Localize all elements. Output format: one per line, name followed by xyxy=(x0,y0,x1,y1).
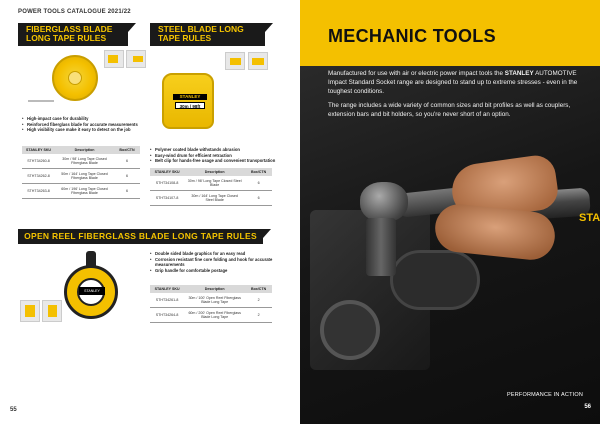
fiberglass-feature-list xyxy=(22,116,147,133)
sku-cell: STHT34263-8 xyxy=(22,184,55,199)
open-reel-tape-image xyxy=(64,251,118,323)
open-reel-spec-table xyxy=(150,285,272,323)
steel-section-banner: STEEL BLADE LONG TAPE RULES xyxy=(150,23,265,46)
table-header: Box/CTN xyxy=(245,168,272,176)
ratchet-head xyxy=(360,182,408,222)
open-reel-section-banner: OPEN REEL FIBERGLASS BLADE LONG TAPE RULES xyxy=(18,229,263,244)
feature-item: • Reinforced fiberglass blade for accurate measurements xyxy=(22,122,147,128)
product-thumbnail xyxy=(104,50,124,68)
table-row xyxy=(150,191,272,206)
table-header: Box/CTN xyxy=(245,285,272,293)
right-page xyxy=(300,0,600,424)
tape-core xyxy=(68,71,82,85)
box-cell: 6 xyxy=(245,176,272,191)
steel-tape-size: 30m / 98ft xyxy=(175,102,205,109)
sku-cell: STHT34261-8 xyxy=(150,293,184,308)
page-number: 55 xyxy=(10,407,17,413)
box-cell: 2 xyxy=(245,293,272,308)
description-cell: 60m / 196' Long Tape Closed Fiberglass Blade xyxy=(55,184,114,199)
table-header: STANLEY SKU xyxy=(150,285,184,293)
description-cell: 30m / 98' Long Tape Closed Fiberglass Blade xyxy=(55,154,114,169)
catalogue-title: POWER TOOLS CATALOGUE 2021/22 xyxy=(18,9,131,15)
open-reel-feature-list xyxy=(150,251,275,274)
table-row xyxy=(150,308,272,323)
product-thumbnail xyxy=(225,52,245,70)
table-header: Description xyxy=(184,285,245,293)
box-cell: 6 xyxy=(114,154,140,169)
table-row xyxy=(150,176,272,191)
ratchet-in-use-photo xyxy=(300,130,600,424)
sku-cell: STHT34260-8 xyxy=(22,154,55,169)
steel-spec-table xyxy=(150,168,272,206)
tagline: PERFORMANCE IN ACTION xyxy=(507,392,584,398)
description-cell: 30m / 164' Long Tape Closed Steel Blade xyxy=(184,191,245,206)
feature-item: • Belt clip for hands-free usage and convenient transportation xyxy=(150,158,280,164)
feature-item: • Corrosion resistant fine core folding and hook for accurate measurements xyxy=(150,257,275,268)
table-header: Box/CTN xyxy=(114,146,140,154)
sku-cell: STHT34108-8 xyxy=(150,176,184,191)
box-cell: 2 xyxy=(245,308,272,323)
feature-item: • Grip handle for comfortable postage xyxy=(150,268,275,274)
box-cell: 6 xyxy=(114,169,140,184)
steel-feature-list xyxy=(150,147,280,164)
description-cell: 30m / 98' Long Tape Closed Steel Blade xyxy=(184,176,245,191)
table-row xyxy=(22,184,140,199)
description-cell: 30m / 100' Open Reel Fiberglass Blade Long Tape xyxy=(184,293,245,308)
brand-name: STANLEY xyxy=(504,70,534,77)
table-header: STANLEY SKU xyxy=(150,168,184,176)
socket xyxy=(366,218,396,276)
description-cell: 50m / 164' Long Tape Closed Fiberglass Blade xyxy=(55,169,114,184)
product-thumbnail xyxy=(126,50,146,68)
fiberglass-section-banner: FIBERGLASS BLADE LONG TAPE RULES xyxy=(18,23,128,46)
description-paragraph: Manufactured for use with air or electric power impact tools the STANLEY AUTOMOTIVE Impact Standard Socket range are designed to stand up to extreme stresses - even in the toughest conditions. xyxy=(328,70,578,95)
tape-blade xyxy=(28,100,54,102)
section-description xyxy=(328,70,590,125)
fiberglass-spec-table xyxy=(22,146,140,199)
table-header: Description xyxy=(184,168,245,176)
reel-frame xyxy=(64,265,118,319)
feature-item: • High visibility case make it easy to detect on the job xyxy=(22,127,147,133)
box-cell: 6 xyxy=(245,191,272,206)
feature-item: • Polymer coated blade withstands abrasion xyxy=(150,147,280,153)
feature-item: • Double sided blade graphics for an easy read xyxy=(150,251,275,257)
ratchet-brand-text: STA xyxy=(579,212,600,224)
fiberglass-tape-image xyxy=(52,55,98,101)
box-cell: 6 xyxy=(114,184,140,199)
steel-tape-brand: STANLEY xyxy=(173,94,207,100)
table-header: STANLEY SKU xyxy=(22,146,55,154)
sku-cell: STHT34262-8 xyxy=(22,169,55,184)
steel-tape-image xyxy=(162,73,214,129)
table-header: Description xyxy=(55,146,114,154)
product-thumbnail xyxy=(42,300,62,322)
feature-item: • High-impact case for durability xyxy=(22,116,147,122)
table-row xyxy=(150,293,272,308)
page-number: 56 xyxy=(584,404,591,410)
table-row xyxy=(22,154,140,169)
reel-brand: STANLEY xyxy=(79,287,105,295)
feature-item: • Easy-wind drum for efficient retraction xyxy=(150,153,280,159)
sku-cell: STHT34107-8 xyxy=(150,191,184,206)
table-row xyxy=(22,169,140,184)
page-title: MECHANIC TOOLS xyxy=(328,26,496,46)
sku-cell: STHT34264-8 xyxy=(150,308,184,323)
description-paragraph: The range includes a wide variety of common sizes and bit profiles as well as couplers, extension bars and bit holders, so you're never short of an option. xyxy=(328,101,571,118)
description-cell: 60m / 200' Open Reel Fiberglass Blade Long Tape xyxy=(184,308,245,323)
product-thumbnail xyxy=(20,300,40,322)
product-thumbnail xyxy=(248,52,268,70)
